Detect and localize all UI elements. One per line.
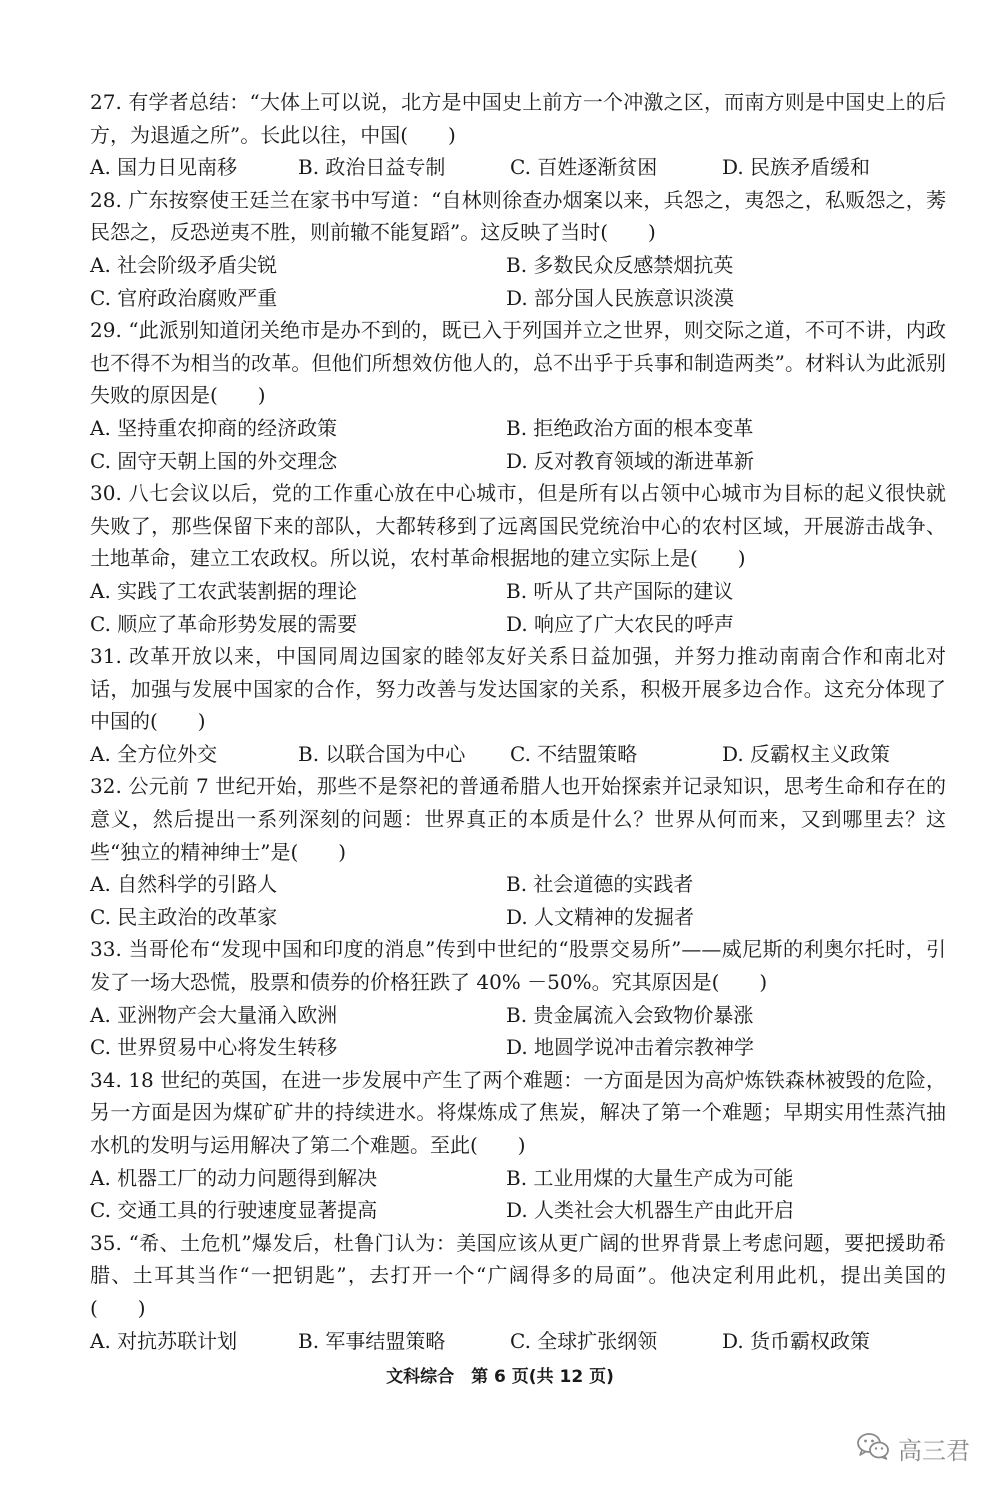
option-b: B. 工业用煤的大量生产成为可能 [506,1165,794,1190]
question-33 [90,933,946,1063]
question-stem: 28. 广东按察使王廷兰在家书中写道：“自林则徐查办烟案以来，兵怨之，夷怨之，私贩怨之，莠民怨之，反恐逆夷不胜，则前辙不能复蹈”。这反映了当时( ) [90,187,946,245]
question-stem: 35. “希、土危机”爆发后，杜鲁门认为：美国应该从更广阔的世界背景上考虑问题，要把援助希腊、土耳其当作“一把钥匙”，去打开一个“广阔得多的局面”。他决定利用此机，提出美国的( ) [90,1230,946,1320]
question-stem: 30. 八七会议以后，党的工作重心放在中心城市，但是所有以占领中心城市为目标的起义很快就失败了，那些保留下来的部队，大都转移到了远离国民党统治中心的农村区域，开展游击战争、土地革命，建立工农政权。所以说，农村革命根据地的建立实际上是( ) [90,481,946,571]
option-a: A. 社会阶级矛盾尖锐 [90,252,278,277]
option-c: C. 官府政治腐败严重 [90,285,278,310]
option-grid [90,249,946,314]
option-c: C. 交通工具的行驶速度显著提高 [90,1198,378,1223]
option-b: B. 拒绝政治方面的根本变革 [506,415,754,440]
option-d: D. 人文精神的发掘者 [506,904,695,929]
option-c: C. 固守天朝上国的外交理念 [90,448,338,473]
question-28 [90,184,946,314]
option-a: A. 机器工厂的动力问题得到解决 [90,1165,378,1190]
watermark-text: 高三君 [898,1437,970,1465]
option-a: A. 自然科学的引路人 [90,872,278,897]
option-d: D. 反对教育领域的渐进革新 [506,448,755,473]
option-c: C. 顺应了革命形势发展的需要 [90,611,358,636]
question-27 [90,86,946,184]
option-b: B. 军事结盟策略 [298,1328,446,1353]
option-grid [90,1162,946,1227]
option-grid [90,575,946,640]
option-row [90,738,946,771]
option-d: D. 响应了广大农民的呼声 [506,611,735,636]
option-c: C. 民主政治的改革家 [90,904,278,929]
option-b: B. 听从了共产国际的建议 [506,578,734,603]
option-b: B. 政治日益专制 [298,155,446,180]
option-b: B. 以联合国为中心 [298,741,466,766]
option-c: C. 不结盟策略 [510,741,638,766]
option-row [90,151,946,184]
question-31 [90,640,946,770]
question-list [90,86,946,1357]
option-a: A. 实践了工农武装割据的理论 [90,578,358,603]
option-a: A. 对抗苏联计划 [90,1328,238,1353]
option-c: C. 世界贸易中心将发生转移 [90,1035,338,1060]
option-a: A. 全方位外交 [90,741,218,766]
option-d: D. 部分国人民族意识淡漠 [506,285,735,310]
option-c: C. 百姓逐渐贫困 [510,155,658,180]
option-b: B. 贵金属流入会致物价暴涨 [506,1002,754,1027]
option-b: B. 社会道德的实践者 [506,872,694,897]
option-d: D. 货币霸权政策 [722,1328,871,1353]
option-a: A. 国力日见南移 [90,155,238,180]
question-stem: 31. 改革开放以来，中国同周边国家的睦邻友好关系日益加强，并努力推动南南合作和南北对话，加强与发展中国家的合作，努力改善与发达国家的关系，积极开展多边合作。这充分体现了中国的( ) [90,644,946,734]
question-34 [90,1064,946,1227]
option-a: A. 坚持重农抑商的经济政策 [90,415,338,440]
option-b: B. 多数民众反感禁烟抗英 [506,252,734,277]
page-footer: 文科综合 第 6 页(共 12 页) [386,1367,614,1387]
question-29 [90,314,946,477]
wechat-icon [856,1432,890,1466]
option-d: D. 反霸权主义政策 [722,741,891,766]
question-32 [90,770,946,933]
option-d: D. 人类社会大机器生产由此开启 [506,1198,795,1223]
question-35 [90,1227,946,1357]
question-stem: 29. “此派别知道闭关绝市是办不到的，既已入于列国并立之世界，则交际之道，不可不讲，内政也不得不为相当的改革。但他们所想效仿他人的，总不出乎于兵事和制造两类”。材料认为此派别失败的原因是( ) [90,318,946,408]
question-stem: 33. 当哥伦布“发现中国和印度的消息”传到中世纪的“股票交易所”——威尼斯的利奥尔托时，引发了一场大恐慌，股票和债券的价格狂跌了 40% －50%。究其原因是( ) [90,937,946,995]
option-row [90,1325,946,1358]
watermark [856,1431,970,1466]
option-a: A. 亚洲物产会大量涌入欧洲 [90,1002,338,1027]
option-d: D. 地圆学说冲击着宗教神学 [506,1035,755,1060]
option-grid [90,999,946,1064]
option-grid [90,412,946,477]
option-grid [90,868,946,933]
question-30 [90,477,946,640]
option-c: C. 全球扩张纲领 [510,1328,658,1353]
option-d: D. 民族矛盾缓和 [722,155,871,180]
question-stem: 34. 18 世纪的英国，在进一步发展中产生了两个难题：一方面是因为高炉炼铁森林被毁的危险，另一方面是因为煤矿矿井的持续进水。将煤炼成了焦炭，解决了第一个难题；早期实用性蒸汽抽水机的发明与运用解决了第二个难题。至此( ) [90,1067,946,1157]
question-stem: 27. 有学者总结：“大体上可以说，北方是中国史上前方一个冲激之区，而南方则是中国史上的后方，为退遁之所”。长此以往，中国( ) [90,90,946,147]
question-stem: 32. 公元前 7 世纪开始，那些不是祭祀的普通希腊人也开始探索并记录知识，思考生命和存在的意义，然后提出一系列深刻的问题：世界真正的本质是什么？世界从何而来，又到哪里去？这些“独立的精神绅士”是( ) [90,774,946,864]
